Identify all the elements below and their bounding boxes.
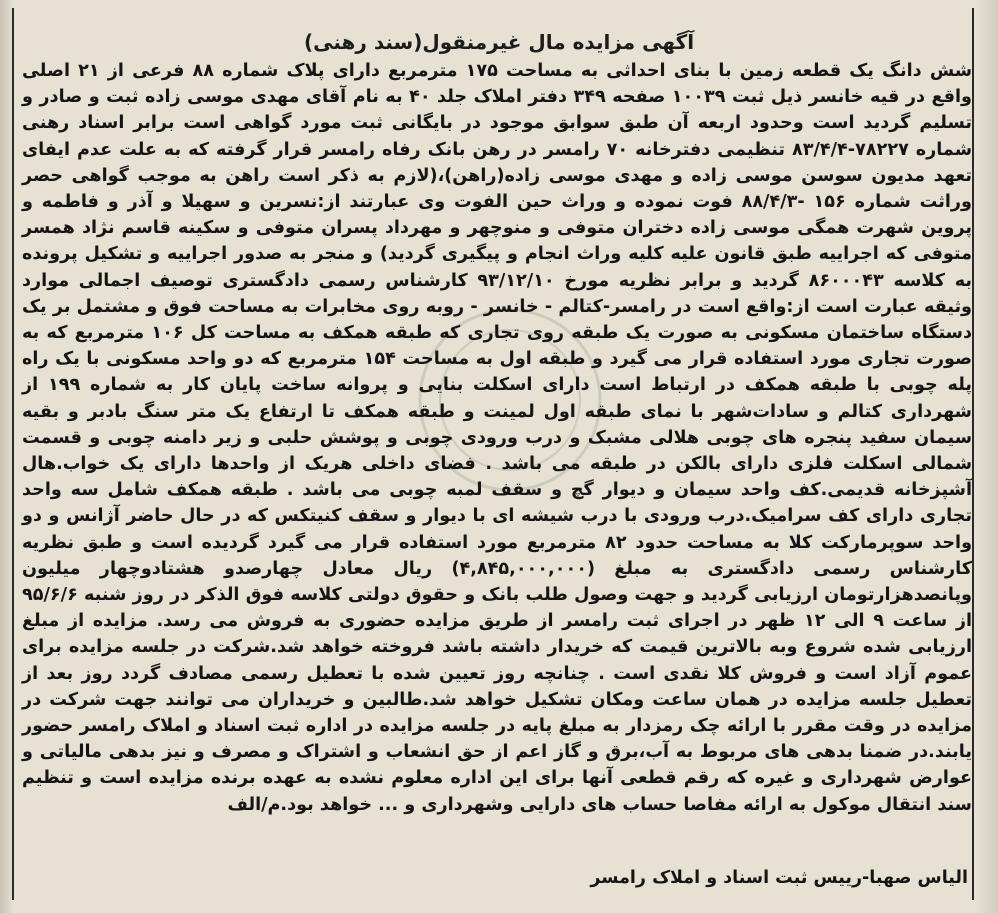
notice-body: شش دانگ یک قطعه زمین با بنای احداثی به مساحت ۱۷۵ مترمربع دارای پلاک شماره ۸۸ فرعی از ۲۱ اصلی واقع در قیه خانسر ذیل ثبت ۱۰۰۳۹ صفحه ۳۴۹ دفتر املاک جلد ۴۰ به نام آقای مهدی موسی زاده ثبت و صادر و تسلیم گردید است وحدود اربعه آن طبق سوابق موجود در بایگانی ثبت مورد گواهی است برابر اسناد رهنی شماره ۷۸۲۲۷-۸۳/۴/۴ تنظیمی دفترخانه ۷۰ رامسر در رهن بانک رفاه رامسر قرار گرفته که به علت عدم ایفای تعهد مدیون سوسن موسی زاده و مهدی موسی زاده(راهن)،(لازم به ذکر است راهن به موجب گواهی حصر وراثت شماره ۱۵۶ -۸۸/۴/۳ فوت نموده و وراث حین الفوت وی عبارتند از:نسرین و سهیلا و آذر و فاطمه و پروین شهرت همگی موسی زاده دختران متوفی و منوچهر و مهرداد پسران متوفی و سکینه قاسم نژاد همسر متوفی که اجراییه طبق قانون علیه کلیه وراث انجام و پیگیری گردید) و منجر به صدور اجراییه و تشکیل پرونده به کلاسه ۸۶۰۰۰۴۳ گردید و برابر نظریه مورخ ۹۳/۱۲/۱۰ کارشناس رسمی دادگستری توصیف اجمالی موارد وثیقه عبارت است از:واقع است در رامسر-کتالم - خانسر - روبه روی مخابرات به مساحت فوق و مشتمل بر یک دستگاه ساختمان مسکونی به صورت یک طبقه روی تجاری که طبقه همکف به مساحت کل ۱۰۶ مترمربع که به صورت تجاری مورد استفاده قرار می گیرد و طبقه اول به مساحت ۱۵۴ مترمربع که دو واحد مسکونی با یک راه پله چوبی با طبقه همکف در ارتباط است دارای اسکلت بنایی و پروانه ساخت پایان کار به شماره ۱۹۹ از شهرداری کتالم و سادات‌شهر با نمای طبقه اول لمینت و طبقه همکف تا ارتفاع یک متر سنگ بادبر و بقیه سیمان سفید پنجره های چوبی هلالی مشبک و درب ورودی چوبی و پوشش حلبی و زیر دامنه چوبی و قسمت شمالی اسکلت فلزی دارای بالکن در طبقه می باشد . فضای داخلی هریک از واحدها دارای یک خواب.هال آشپزخانه قدیمی.کف واحد سیمان و دیوار گچ و سقف لمبه چوبی می باشد . طبقه همکف شامل سه واحد تجاری دارای کف سرامیک.درب ورودی با درب شیشه ای با دیوار و سقف کنیتکس که در حال حاضر آژانس و دو واحد سوپرمارکت کلا به مساحت حدود ۸۲ مترمربع مورد استفاده قرار می گیرد گردیده است و طبق نظریه کارشناس رسمی دادگستری به مبلغ (۴,۸۴۵,۰۰۰,۰۰۰) ریال معادل چهارصدو هشتادوچهار میلیون وپانصدهزارتومان ارزیابی گردید و جهت وصول طلب بانک و حقوق دولتی کلاسه فوق الذکر در روز شنبه ۹۵/۶/۶ از ساعت ۹ الی ۱۲ ظهر در اجرای ثبت رامسر از طریق مزایده حضوری به فروش می رسد. مزایده از مبلغ ارزیابی شده شروع وبه بالاترین قیمت که خریدار داشته باشد فروخته خواهد شد.شرکت در جلسه مزایده برای عموم آزاد است و فروش کلا نقدی است . چنانچه روز تعیین شده با تعطیل رسمی مصادف گردد روز بعد از تعطیل جلسه مزایده در همان ساعت ومکان تشکیل خواهد شد.طالبین و خریداران می توانند جهت شرکت در مزایده در وقت مقرر با ارائه چک رمزدار به مبلغ پایه در جلسه مزایده در اداره ثبت اسناد و املاک رامسر حضور یابند.در ضمنا بدهی های مربوط به آب،برق و گاز اعم از حق انشعاب و اشتراک و مصرف و نیز بدهی مالیاتی و عوارض شهرداری و غیره که رقم قطعی آنها برای این اداره معلوم نشده به عهده برنده مزایده است و تنظیم سند انتقال موکول به ارائه مفاصا حساب های دارایی وشهرداری و ... خواهد بود.م/الف — [22, 61, 973, 815]
notice-title: آگهی مزایده مال غیرمنقول(سند رهنی) — [303, 30, 695, 54]
page-edge — [976, 0, 998, 913]
notice-signature: الیاس صهبا-رییس ثبت اسناد و املاک رامسر — [590, 868, 968, 888]
